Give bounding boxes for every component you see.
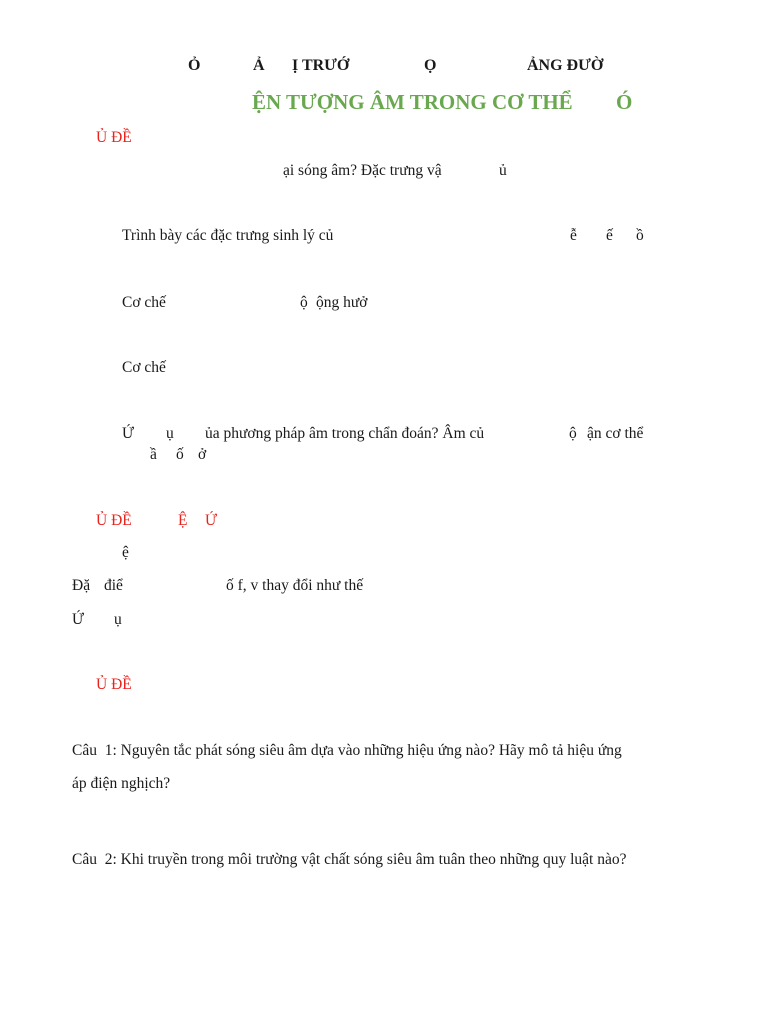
header-fragment-1: Ỏ bbox=[188, 57, 201, 74]
section2-heading-frag-2: Ệ bbox=[178, 512, 188, 529]
header-fragment-5: ẢNG ĐƯỜ bbox=[527, 57, 604, 74]
section1-q5-line2-frag-3: ở bbox=[198, 446, 207, 463]
header-fragment-3: Ị TRƯỚ bbox=[292, 57, 350, 74]
section2-line1-frag-1: Đặ bbox=[72, 577, 91, 594]
section3-question-1-line1: Câu 1: Nguyên tắc phát sóng siêu âm dựa vào những hiệu ứng nào? Hãy mô tả hiệu ứng bbox=[72, 742, 622, 759]
section1-q5-frag-1: Ứ bbox=[122, 425, 135, 442]
section3-question-1-line2: áp điện nghịch? bbox=[72, 775, 171, 792]
section2-line1-frag-2: điể bbox=[104, 577, 123, 594]
section1-question-3: Cơ chế bbox=[122, 294, 166, 311]
section2-subheading: ệ bbox=[122, 544, 129, 561]
section2-line2-frag-2: ụ bbox=[114, 611, 122, 628]
header-fragment-4: Ọ bbox=[424, 57, 437, 74]
section2-heading: Ủ ĐỀ bbox=[96, 512, 132, 529]
section1-q3-frag-1: ộ bbox=[300, 294, 308, 311]
section2-line1-frag-3: ố f, v thay đổi như thế bbox=[226, 577, 364, 594]
section1-q5-frag-3: ủa phương pháp âm trong chẩn đoán? Âm củ bbox=[205, 425, 485, 442]
section1-intro-question: ại sóng âm? Đặc trưng vậ bbox=[283, 162, 442, 179]
section1-q3-frag-2: ộng hưở bbox=[316, 294, 368, 311]
section1-q5-line2-frag-1: ầ bbox=[150, 446, 157, 463]
section1-question-4: Cơ chế bbox=[122, 359, 166, 376]
header-fragment-2: Ả bbox=[253, 57, 265, 74]
section1-q2-frag-2: ế bbox=[606, 227, 613, 244]
section1-q2-frag-1: ễ bbox=[570, 227, 577, 244]
section1-q5-frag-2: ụ bbox=[166, 425, 174, 442]
section1-q5-frag-4: ộ bbox=[569, 425, 577, 442]
section3-question-2: Câu 2: Khi truyền trong môi trường vật chất sóng siêu âm tuân theo những quy luật nào? bbox=[72, 851, 627, 868]
section1-q5-frag-5: ận cơ thể bbox=[587, 425, 644, 442]
section1-heading: Ủ ĐỀ bbox=[96, 129, 132, 146]
section3-heading: Ủ ĐỀ bbox=[96, 676, 132, 693]
document-title: ỆN TƯỢNG ÂM TRONG CƠ THỂ bbox=[252, 90, 573, 114]
section1-intro-tail: ủ bbox=[499, 162, 507, 179]
section2-line2-frag-1: Ứ bbox=[72, 611, 85, 628]
section2-heading-frag-3: Ứ bbox=[205, 512, 218, 529]
document-title-tail: Ó bbox=[616, 90, 633, 114]
section1-q2-frag-3: ồ bbox=[636, 227, 644, 244]
section1-question-2: Trình bày các đặc trưng sinh lý củ bbox=[122, 227, 334, 244]
section1-q5-line2-frag-2: ố bbox=[176, 446, 184, 463]
